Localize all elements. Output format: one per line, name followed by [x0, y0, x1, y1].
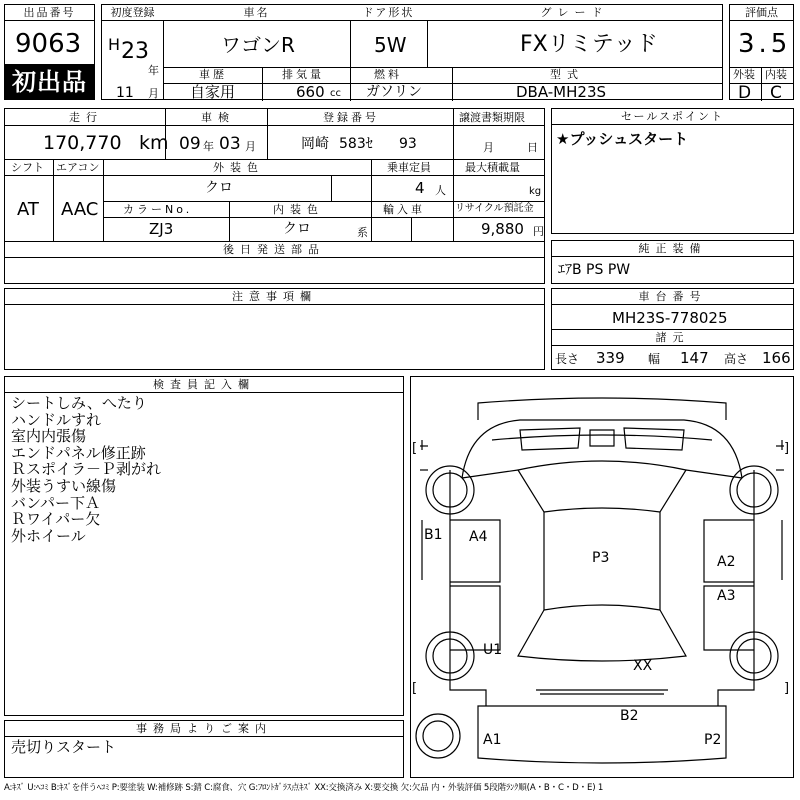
equipment-box [551, 240, 794, 284]
model-label: 型式 [550, 68, 584, 81]
damage-mark: P3 [592, 550, 610, 566]
windshield-outline [518, 461, 686, 512]
chassis-number: MH23S-778025 [612, 309, 728, 327]
inspector-note: Ｒスポイラ－Ｐ剥がれ [11, 460, 162, 479]
interior-score: C [770, 83, 782, 103]
rear-window-outline [518, 610, 686, 661]
front-bumper-outline [478, 398, 726, 420]
later-parts-label: 後日発送部品 [223, 243, 325, 256]
inspection-month: 03 [219, 134, 241, 154]
office-text: 売切りスタート [11, 738, 117, 756]
damage-mark: B2 [620, 708, 639, 724]
mileage: 170,770 [43, 132, 122, 154]
lot-label: 出品番号 [5, 5, 94, 21]
height: 166 [762, 349, 791, 367]
interior-label: 内装 [765, 68, 787, 81]
damage-mark: P2 [704, 732, 722, 748]
damage-mark: A3 [717, 588, 736, 604]
inspection-month-unit: 月 [245, 140, 256, 153]
reg-month: 11 [116, 85, 134, 101]
inspector-notes [11, 395, 161, 544]
shift-label: シフト [11, 161, 44, 174]
damage-mark: A1 [483, 732, 502, 748]
capacity-label: 乗車定員 [387, 161, 431, 174]
first-listing-text: 初出品 [12, 68, 87, 96]
capacity-unit: 人 [435, 184, 446, 197]
lot-number: 9063 [15, 29, 82, 59]
caution-label: 注意事項欄 [5, 289, 544, 305]
reg-year-unit: 年 [148, 64, 159, 77]
inspector-note: バンパー下Ａ [11, 493, 100, 512]
score: 3.5 [738, 29, 792, 59]
mileage-label: 走行 [69, 111, 103, 124]
max-load-label: 最大積載量 [465, 161, 520, 174]
damage-mark: U1 [483, 642, 503, 658]
office-label: 事務局よりご案内 [5, 721, 403, 737]
int-color-label: 内装色 [273, 203, 324, 216]
dimensions-label: 諸元 [552, 330, 793, 346]
bracket-left-bottom: [ [412, 681, 418, 696]
damage-marks [424, 527, 735, 748]
details-box [4, 108, 545, 284]
recycle-unit: 円 [533, 225, 544, 238]
color-no-label: カラーNo. [123, 203, 193, 216]
inspector-note: 外ホイール [11, 526, 86, 545]
inspector-box [4, 376, 404, 716]
headlight-left-icon [520, 428, 580, 450]
score-label: 評価点 [730, 5, 793, 21]
recycle-label: リサイクル預託金 [455, 203, 534, 214]
damage-mark: XX [633, 658, 653, 674]
inspection-label: 車検 [201, 111, 235, 124]
height-label: 高さ [724, 352, 749, 366]
damage-mark: A4 [469, 529, 488, 545]
max-load-unit: kg [529, 186, 542, 197]
length-label: 長さ [555, 352, 580, 366]
ext-color: クロ [205, 180, 233, 196]
car-name: ワゴンR [221, 33, 295, 57]
exterior-score: D [738, 83, 752, 103]
int-color: クロ [283, 221, 311, 237]
first-listing-badge [4, 64, 95, 100]
fuel: ガソリン [366, 84, 422, 100]
displacement-label: 排気量 [282, 68, 324, 81]
caution-box [4, 288, 545, 370]
bracket-right-top: ] [784, 441, 790, 456]
door-front-right [704, 520, 754, 582]
headlight-right-icon [624, 428, 684, 450]
chassis-box [551, 288, 794, 370]
sales-point-label: セールスポイント [552, 109, 793, 125]
score-box [729, 4, 794, 103]
grade: FXリミテッド [520, 32, 658, 57]
equipment-text: ｴｱB PS PW [558, 262, 631, 278]
sales-point-text: ★プッシュスタート [556, 130, 689, 148]
recycle: 9,880 [481, 220, 524, 238]
inspector-note: 外装うすい線傷 [11, 476, 117, 495]
capacity: 4 [415, 179, 425, 197]
office-box [4, 720, 404, 778]
mileage-unit: km [139, 132, 169, 154]
first-reg-label: 初度登録 [102, 5, 163, 21]
shift: AT [17, 199, 39, 220]
bracket-left-top: [ [412, 441, 418, 456]
inspector-note: 室内内張傷 [11, 427, 87, 446]
inspection-year: 09 [179, 134, 201, 154]
import-label: 輸入車 [383, 203, 425, 216]
chassis-label: 車台番号 [552, 289, 793, 305]
inspector-note: シートしみ、へたり [11, 394, 147, 412]
ac-label: エアコン [56, 161, 100, 174]
main-header-box [101, 4, 723, 100]
reg-no-label: 登録番号 [323, 111, 379, 124]
rear-bumper-outline [478, 706, 726, 763]
transfer-label: 譲渡書類期限 [459, 111, 525, 124]
inspector-note: エンドパネル修正跡 [11, 443, 146, 462]
damage-mark: A2 [717, 554, 736, 570]
history: 自家用 [190, 83, 236, 101]
width-label: 幅 [648, 352, 661, 366]
car-name-label: 車名 [163, 5, 350, 21]
car-diagram [410, 376, 794, 778]
sales-point-box [551, 108, 794, 234]
transfer-day-unit: 日 [527, 141, 538, 154]
bracket-right-bottom: ] [784, 681, 790, 696]
reg-no-class: 583ｾ [339, 136, 373, 152]
ac: AAC [61, 199, 99, 220]
legend: A:ｷｽﾞ U:ﾍｺﾐ B:ｷｽﾞを伴うﾍｺﾐ P:要塗装 W:補修跡 S:錆 C:腐食、穴 G:ﾌﾛﾝﾄｶﾞﾗｽ点ｷｽﾞ XX:交換済み X:要交換 欠:欠品 内・外装評価 5段階ﾗﾝｸ順(A・B・C・D・E) 1 [4, 783, 604, 793]
model: DBA-MH23S [516, 83, 607, 101]
history-label: 車歴 [199, 68, 227, 81]
fuel-label: 燃料 [374, 68, 402, 81]
reg-no-number: 93 [399, 136, 417, 152]
era: H [108, 35, 121, 54]
damage-mark: B1 [424, 527, 443, 543]
door-label: ドア形状 [350, 5, 427, 21]
reg-year: 23 [121, 39, 149, 64]
inspection-year-unit: 年 [203, 140, 214, 153]
width: 147 [680, 349, 709, 367]
color-no: ZJ3 [149, 220, 174, 238]
ext-color-label: 外装色 [213, 161, 264, 174]
displacement-unit: cc [330, 88, 341, 99]
inspector-note: ハンドルすれ [11, 410, 102, 429]
reg-month-unit: 月 [148, 87, 159, 100]
hood-outline [462, 420, 742, 478]
inspector-label: 検査員記入欄 [5, 377, 403, 393]
displacement: 660 [296, 83, 325, 101]
reg-no-area: 岡崎 [301, 136, 329, 152]
equipment-label: 純正装備 [552, 241, 793, 257]
inspector-note: Ｒワイパー欠 [11, 510, 101, 529]
grade-label: グレード [427, 5, 722, 21]
exterior-label: 外装 [733, 68, 755, 81]
transfer-month-unit: 月 [483, 141, 494, 154]
door-type: 5W [374, 33, 407, 57]
int-color-unit: 系 [357, 226, 368, 239]
length: 339 [596, 349, 625, 367]
